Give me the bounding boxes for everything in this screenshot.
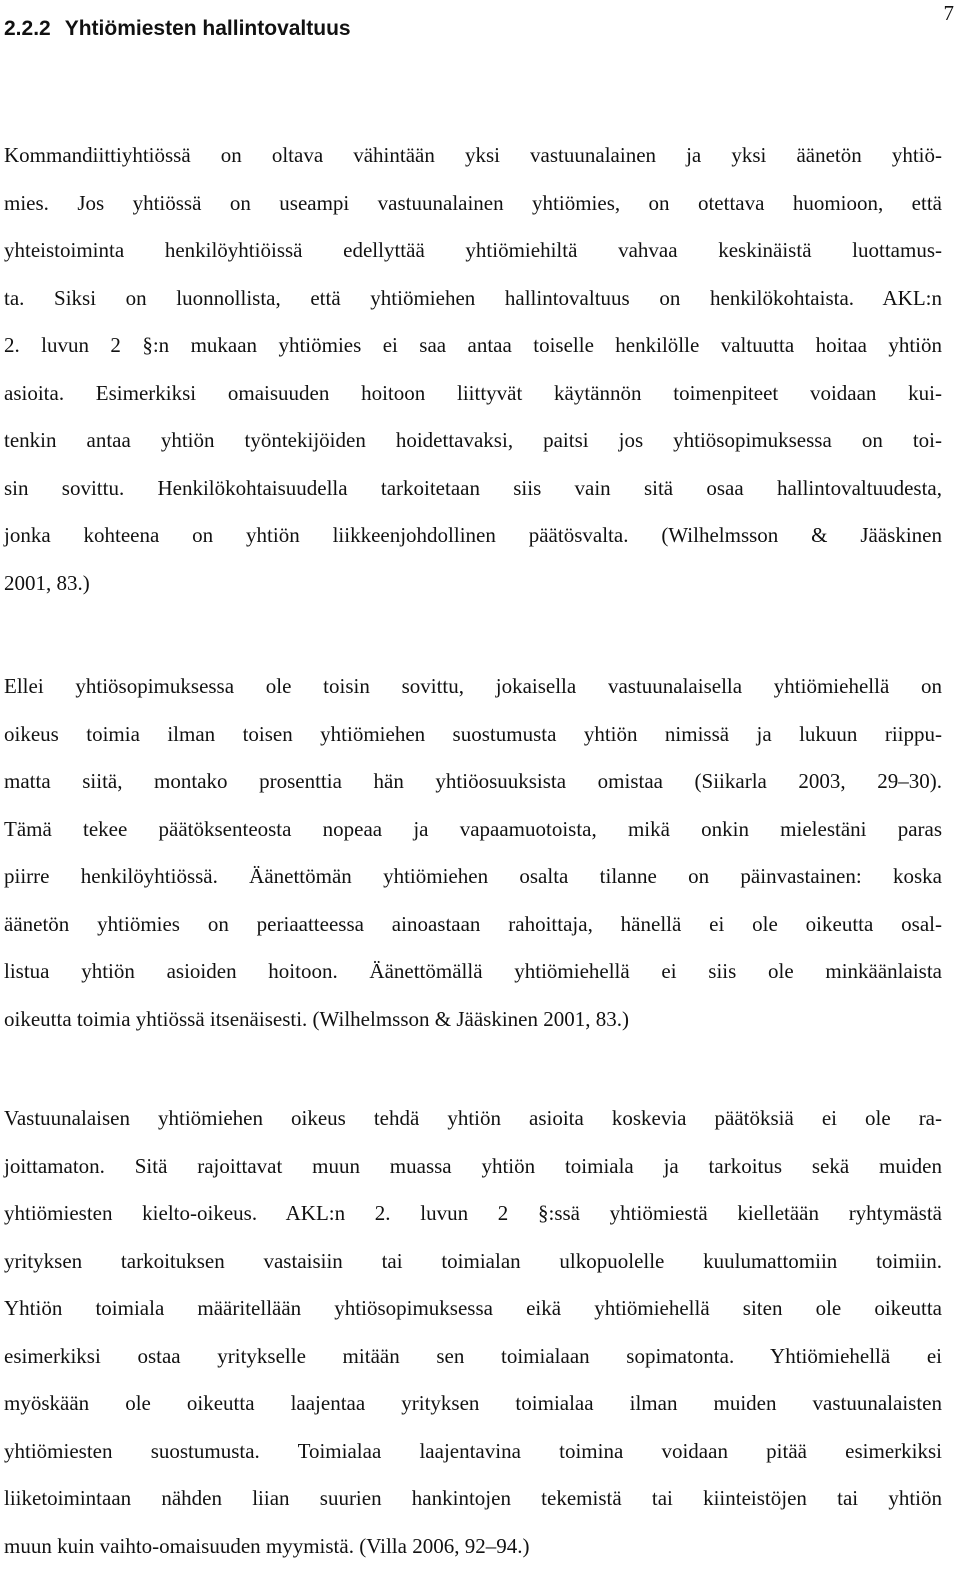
section-heading (4, 14, 351, 44)
paragraph-line: oikeutta toimia yhtiössä itsenäisesti. (Wilhelmsson & Jääskinen 2001, 83.) (4, 1006, 629, 1031)
paragraph-line: jonka kohteena on yhtiön liikkeenjohdollinen päätösvalta. (Wilhelmsson & Jääskinen (4, 523, 942, 547)
paragraph-line: sin sovittu. Henkilökohtaisuudella tarkoitetaan siis vain sitä osaa hallintovaltuudesta, (4, 475, 942, 500)
paragraph-line: liiketoimintaan nähden liian suurien hankintojen tekemistä tai kiinteistöjen tai yhtiön (4, 1486, 942, 1510)
paragraph-line: oikeus toimia ilman toisen yhtiömiehen suostumusta yhtiön nimissä ja lukuun riippu- (4, 721, 942, 746)
paragraph-line: ta. Siksi on luonnollista, että yhtiömiehen hallintovaltuus on henkilökohtaista. AKL:n (4, 285, 942, 310)
paragraph-line: äänetön yhtiömies on periaatteessa ainoastaan rahoittaja, hänellä ei ole oikeutta osal- (4, 911, 942, 936)
page-number: 7 (943, 1, 954, 25)
paragraph-line: Ellei yhtiösopimuksessa ole toisin sovittu, jokaisella vastuunalaisella yhtiömiehellä on (4, 674, 942, 698)
paragraph-line: esimerkiksi ostaa yritykselle mitään sen toimialaan sopimatonta. Yhtiömiehellä ei (4, 1343, 942, 1368)
paragraph-line: matta siitä, montako prosenttia hän yhtiöosuuksista omistaa (Siikarla 2003, 29–30). (4, 769, 942, 793)
paragraph-line: Tämä tekee päätöksenteosta nopeaa ja vapaamuotoista, mikä onkin mielestäni paras (4, 816, 942, 841)
section-title: Yhtiömiesten hallintovaltuus (64, 17, 351, 40)
paragraph-line: yhteistoiminta henkilöyhtiöissä edellyttää yhtiömiehiltä vahvaa keskinäistä luottamus- (4, 238, 942, 262)
paragraph-line: Vastuunalaisen yhtiömiehen oikeus tehdä yhtiön asioita koskevia päätöksiä ei ole ra- (4, 1106, 942, 1130)
paragraph-line: mies. Jos yhtiössä on useampi vastuunalainen yhtiömies, on otettava huomioon, että (4, 190, 942, 215)
paragraph-line: 2001, 83.) (4, 570, 90, 595)
paragraph-line: 2. luvun 2 §:n mukaan yhtiömies ei saa antaa toiselle henkilölle valtuutta hoitaa yhtiön (4, 333, 942, 357)
paragraph-2 (4, 663, 942, 1043)
paragraph-line: Yhtiön toimiala määritellään yhtiösopimuksessa eikä yhtiömiehellä siten ole oikeutta (4, 1296, 942, 1320)
paragraph-line: listua yhtiön asioiden hoitoon. Äänettömällä yhtiömiehellä ei siis ole minkäänlaista (4, 959, 942, 983)
paragraph-1 (4, 132, 942, 607)
paragraph-line: asioita. Esimerkiksi omaisuuden hoitoon liittyvät käytännön toimenpiteet voidaan kui- (4, 380, 942, 405)
paragraph-line: muun kuin vaihto-omaisuuden myymistä. (Villa 2006, 92–94.) (4, 1533, 530, 1558)
section-number: 2.2.2 (4, 17, 51, 40)
paragraph-line: joittamaton. Sitä rajoittavat muun muassa yhtiön toimiala ja tarkoitus sekä muiden (4, 1153, 942, 1178)
paragraph-3 (4, 1095, 942, 1570)
paragraph-line: yrityksen tarkoituksen vastaisiin tai toimialan ulkopuolelle kuulumattomiin toimiin. (4, 1248, 942, 1273)
paragraph-line: tenkin antaa yhtiön työntekijöiden hoidettavaksi, paitsi jos yhtiösopimuksessa on toi- (4, 428, 942, 452)
paragraph-line: myöskään ole oikeutta laajentaa yrityksen toimialaa ilman muiden vastuunalaisten (4, 1391, 942, 1415)
paragraph-line: yhtiömiesten suostumusta. Toimialaa laajentavina toimina voidaan pitää esimerkiksi (4, 1438, 942, 1463)
paragraph-line: Kommandiittiyhtiössä on oltava vähintään yksi vastuunalainen ja yksi äänetön yhtiö- (4, 143, 942, 167)
paragraph-line: piirre henkilöyhtiössä. Äänettömän yhtiömiehen osalta tilanne on päinvastainen: koska (4, 864, 942, 888)
paragraph-line: yhtiömiesten kielto-oikeus. AKL:n 2. luvun 2 §:ssä yhtiömiestä kielletään ryhtymästä (4, 1201, 942, 1225)
